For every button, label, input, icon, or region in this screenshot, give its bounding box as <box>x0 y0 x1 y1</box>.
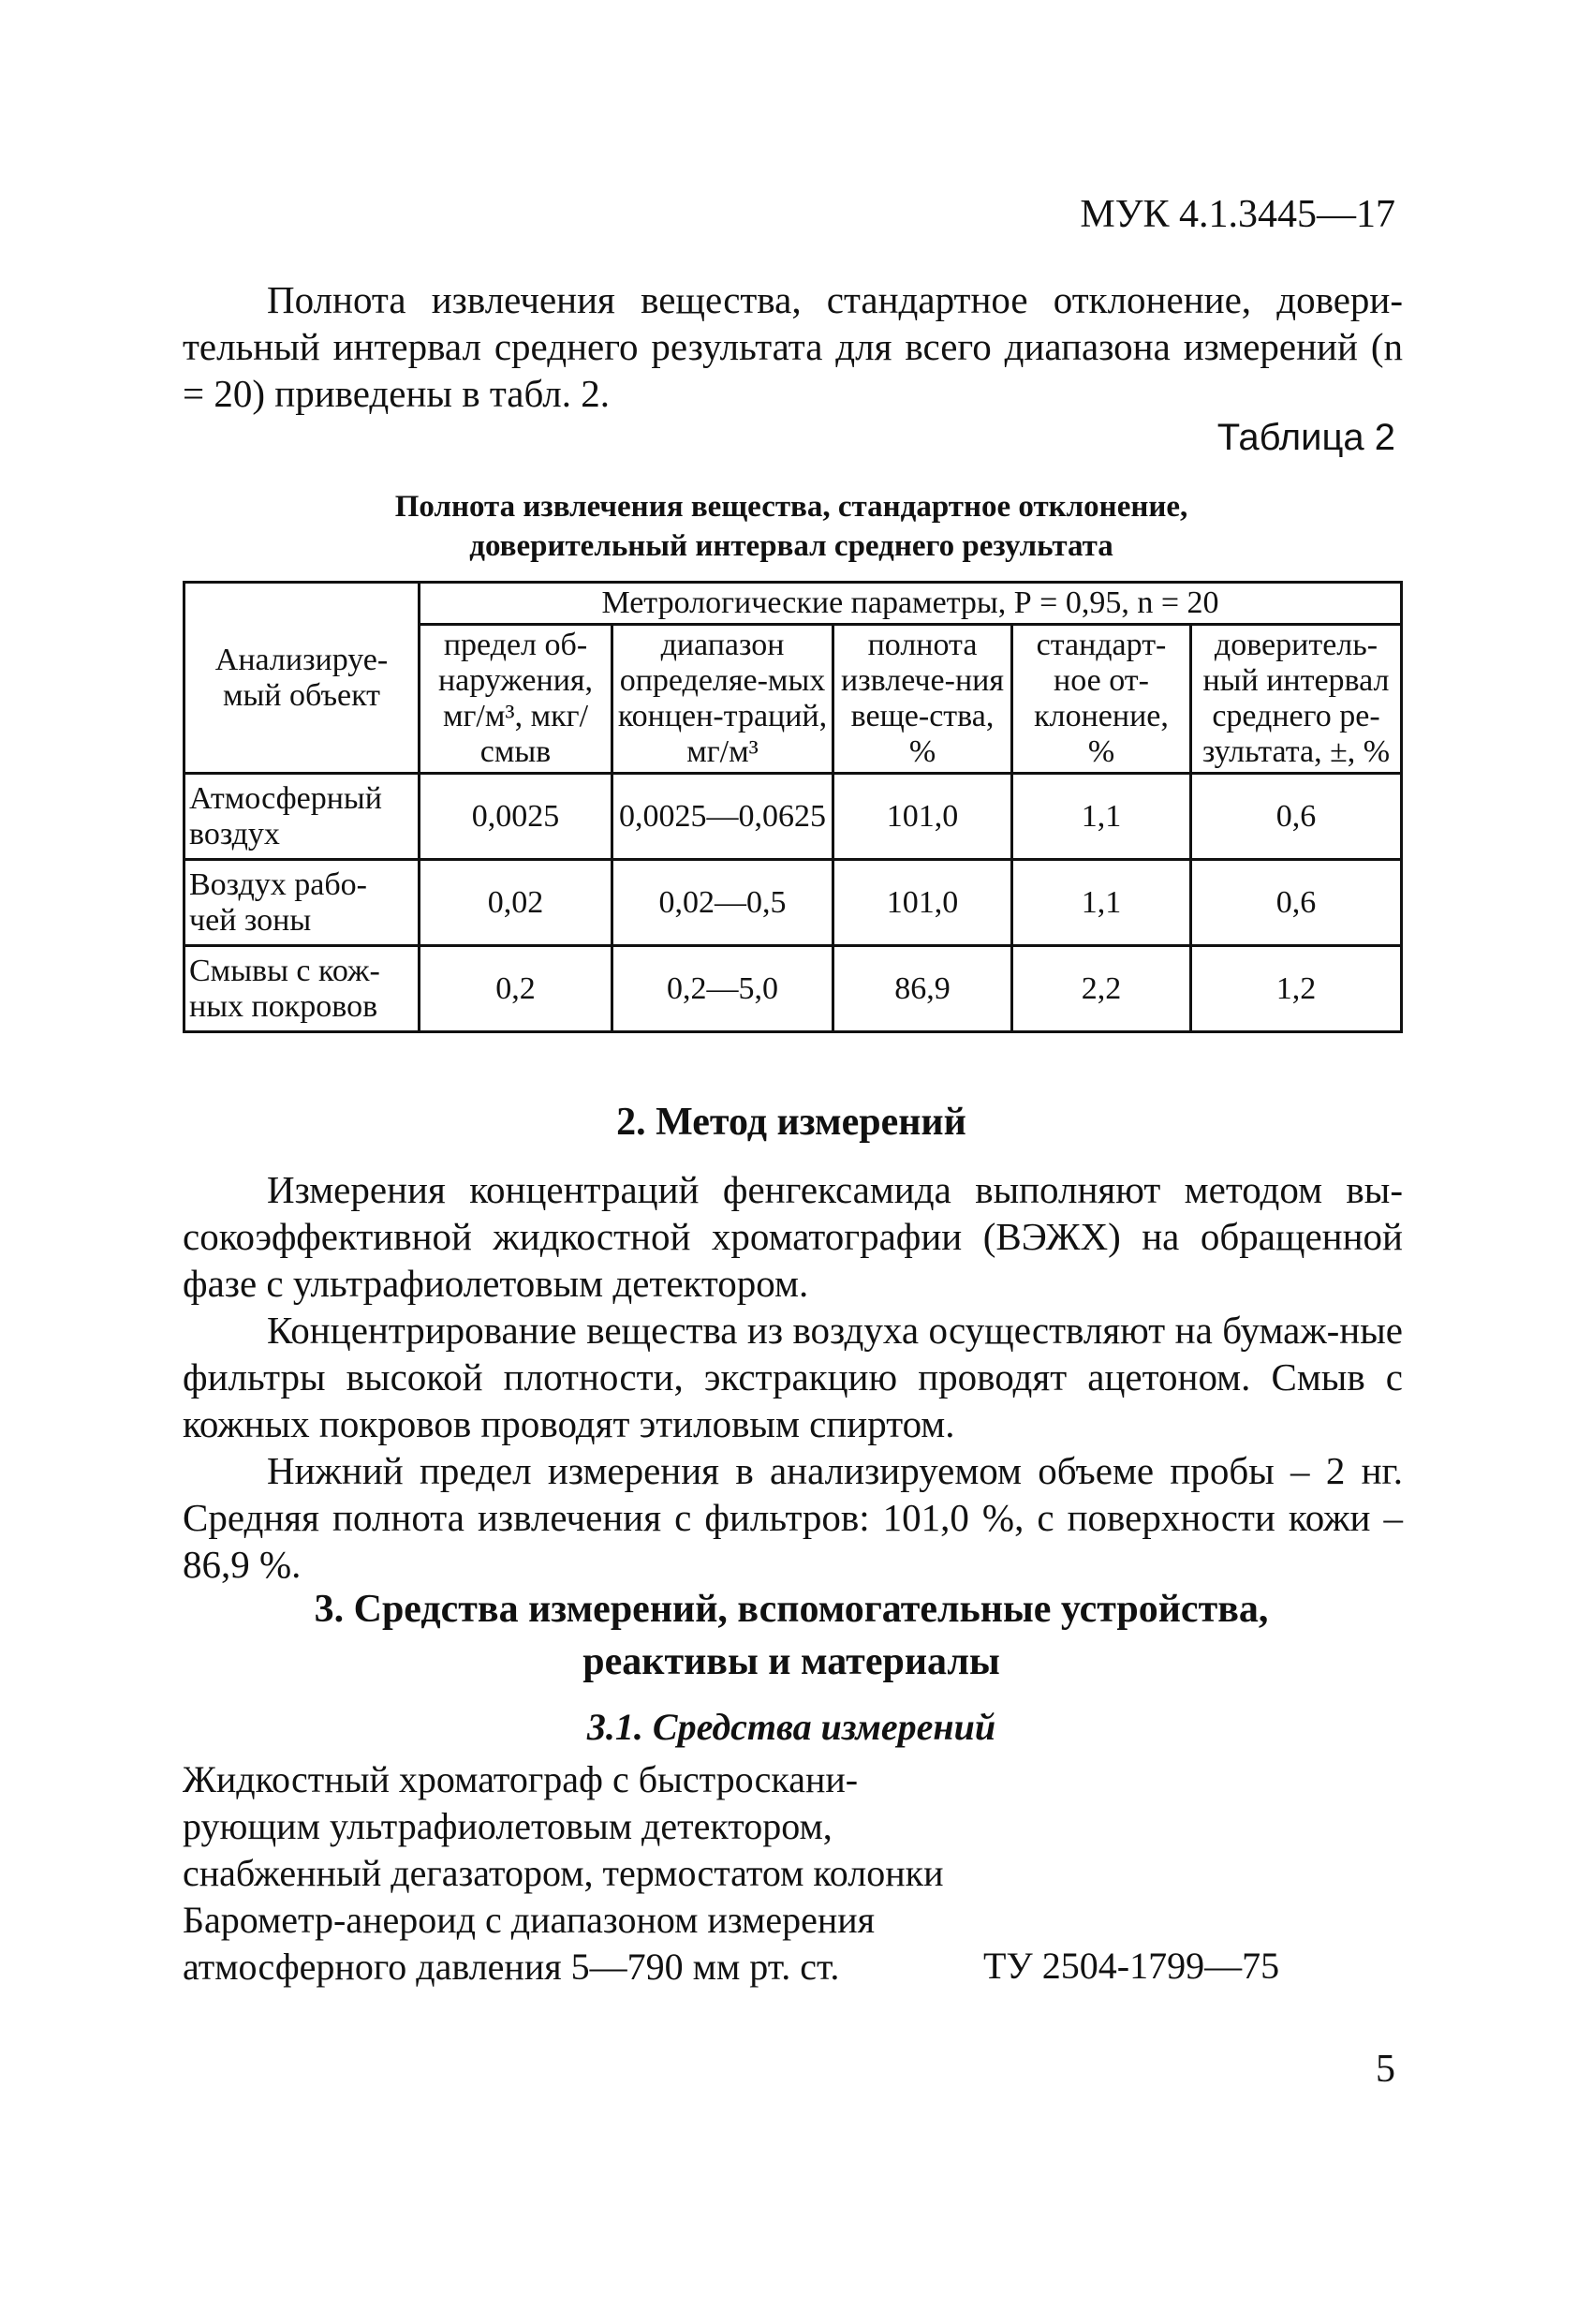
cell-confidence: 1,2 <box>1191 946 1402 1032</box>
instrument-item: Барометр-анероид с диапазоном измерения атмосферного давления 5—790 мм рт. ст. <box>183 1899 876 1988</box>
col-header-range: диапазон определяе-мых концен-траций, мг/м³ <box>612 625 833 774</box>
row-object: Воздух рабо-чей зоны <box>184 860 420 946</box>
col-header-detection-limit: предел об-наружения, мг/м³, мкг/смыв <box>420 625 612 774</box>
section-3-title-line-1: 3. Средства измерений, вспомогательные устройства, <box>314 1588 1269 1631</box>
table-row <box>184 946 1402 1032</box>
table-header-row-1 <box>184 583 1402 625</box>
instrument-spec: ТУ 2504-1799—75 <box>983 1945 1280 1987</box>
page-number: 5 <box>1376 2048 1395 2091</box>
cell-detection-limit: 0,2 <box>420 946 612 1032</box>
cell-range: 0,0025—0,0625 <box>612 774 833 860</box>
intro-paragraph: Полнота извлечения вещества, стандартное отклонение, довери-тельный интервал среднего результата для всего диапазона измерений (n = 20) приведены в табл. 2. <box>183 278 1403 415</box>
table-caption-line-2: доверительный интервал среднего результата <box>469 529 1113 563</box>
section-3-title <box>183 1583 1400 1688</box>
col-object-header: Анализируе-мый объект <box>184 583 420 774</box>
cell-confidence: 0,6 <box>1191 860 1402 946</box>
section-2-paragraph-2: Концентрирование вещества из воздуха осуществляют на бумаж-ные фильтры высокой плотности, экстракцию проводят ацетоном. Смыв с кожных покровов проводят этиловым спиртом. <box>183 1309 1403 1445</box>
cell-std-dev: 2,2 <box>1012 946 1191 1032</box>
section-2-paragraph-3: Нижний предел измерения в анализируемом объеме пробы – 2 нг. Средняя полнота извлечения с фильтров: 101,0 %, с поверхности кожи – 86,9 %. <box>183 1449 1403 1586</box>
document-code: МУК 4.1.3445—17 <box>1080 193 1395 236</box>
section-3-title-line-2: реактивы и материалы <box>582 1640 1000 1683</box>
col-header-std-dev: стандарт-ное от-клонение, % <box>1012 625 1191 774</box>
col-header-recovery: полнота извлече-ния веще-ства, % <box>833 625 1012 774</box>
cell-std-dev: 1,1 <box>1012 774 1191 860</box>
cell-range: 0,2—5,0 <box>612 946 833 1032</box>
table-caption <box>183 487 1400 566</box>
cell-recovery: 86,9 <box>833 946 1012 1032</box>
col-header-confidence: доверитель-ный интервал среднего ре-зультата, ±, % <box>1191 625 1402 774</box>
cell-detection-limit: 0,0025 <box>420 774 612 860</box>
table-row <box>184 774 1402 860</box>
instrument-item: Жидкостный хроматограф с быстроскани-рующим ультрафиолетовым детектором, снабженный дегазатором, термостатом колонки <box>183 1758 944 1894</box>
row-object: Смывы с кож-ных покровов <box>184 946 420 1032</box>
section-2-title: 2. Метод измерений <box>616 1101 966 1144</box>
section-2-paragraph-1: Измерения концентраций фенгексамида выполняют методом вы-сокоэффективной жидкостной хроматографии (ВЭЖХ) на обращенной фазе с ультрафиолетовым детектором. <box>183 1168 1403 1305</box>
cell-detection-limit: 0,02 <box>420 860 612 946</box>
cell-confidence: 0,6 <box>1191 774 1402 860</box>
table-caption-line-1: Полнота извлечения вещества, стандартное отклонение, <box>394 490 1188 524</box>
cell-recovery: 101,0 <box>833 774 1012 860</box>
table-label: Таблица 2 <box>1216 417 1395 458</box>
row-object: Атмосферный воздух <box>184 774 420 860</box>
metrology-table <box>183 581 1403 1033</box>
cell-std-dev: 1,1 <box>1012 860 1191 946</box>
cell-range: 0,02—0,5 <box>612 860 833 946</box>
group-header: Метрологические параметры, Р = 0,95, n = 20 <box>420 583 1402 625</box>
cell-recovery: 101,0 <box>833 860 1012 946</box>
table-row <box>184 860 1402 946</box>
section-3-1-title: 3.1. Средства измерений <box>586 1706 996 1748</box>
